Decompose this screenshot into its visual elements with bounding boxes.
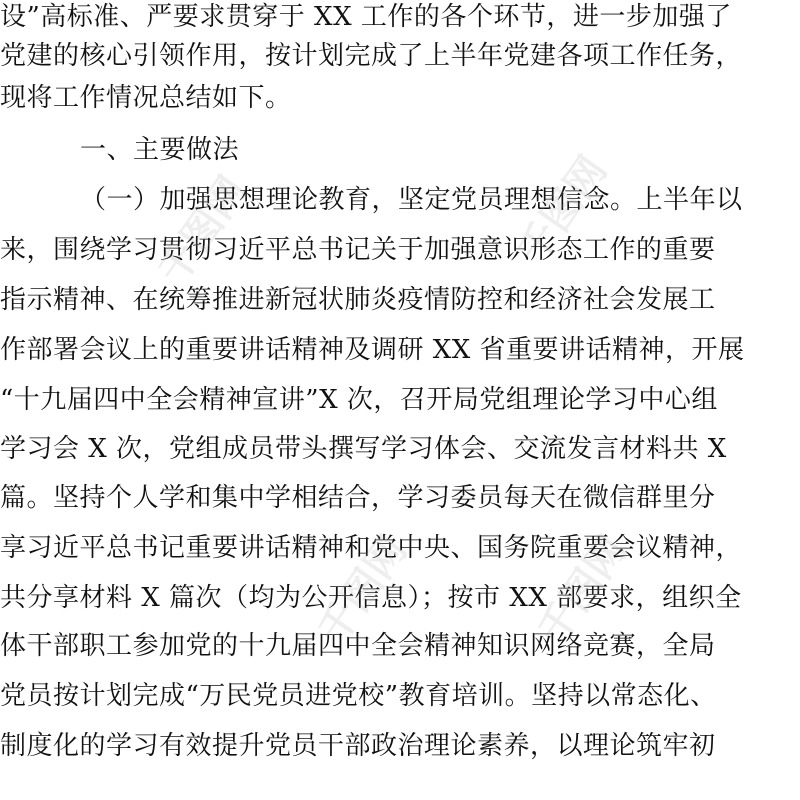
text-line: 来，围绕学习贯彻习近平总书记关于加强意识形态工作的重要 [0, 235, 716, 265]
watermark: 千图网 [529, 528, 637, 653]
text-line: 学习会 X 次，党组成员带头撰写学习体会、交流发言材料共 X [0, 434, 727, 464]
text-line: “十九届四中全会精神宣讲”X 次，召开局党组理论学习中心组 [0, 385, 718, 415]
text-line: 现将工作情况总结如下。 [0, 83, 292, 113]
watermark: 千图网 [149, 168, 257, 293]
text-line: 设”高标准、严要求贯穿于 XX 工作的各个环节，进一步加强了 [0, 2, 732, 32]
text-line: 篇。坚持个人学和集中学相结合，学习委员每天在微信群里分 [0, 483, 716, 513]
text-line: 体干部职工参加党的十九届四中全会精神知识网络竞赛，全局 [0, 631, 716, 661]
text-line: 党建的核心引领作用，按计划完成了上半年党建各项工作任务， [0, 41, 743, 71]
section-heading: 一、主要做法 [80, 135, 240, 165]
text-line: 制度化的学习有效提升党员干部政治理论素养，以理论筑牢初 [0, 731, 716, 761]
text-line: （一）加强思想理论教育，坚定党员理想信念。上半年以 [80, 185, 743, 215]
watermark: 千图网 [309, 528, 417, 653]
text-line: 党员按计划完成“万民党员进党校”教育培训。坚持以常态化、 [0, 681, 717, 711]
text-line: 共分享材料 X 篇次（均为公开信息）；按市 XX 部要求，组织全 [0, 583, 742, 613]
text-line: 作部署会议上的重要讲话精神及调研 XX 省重要讲话精神，开展 [0, 335, 745, 365]
watermark: 千图网 [509, 148, 617, 273]
text-line: 享习近平总书记重要讲话精神和党中央、国务院重要会议精神， [0, 533, 743, 563]
text-line: 指示精神、在统筹推进新冠状肺炎疫情防控和经济社会发展工 [0, 285, 716, 315]
